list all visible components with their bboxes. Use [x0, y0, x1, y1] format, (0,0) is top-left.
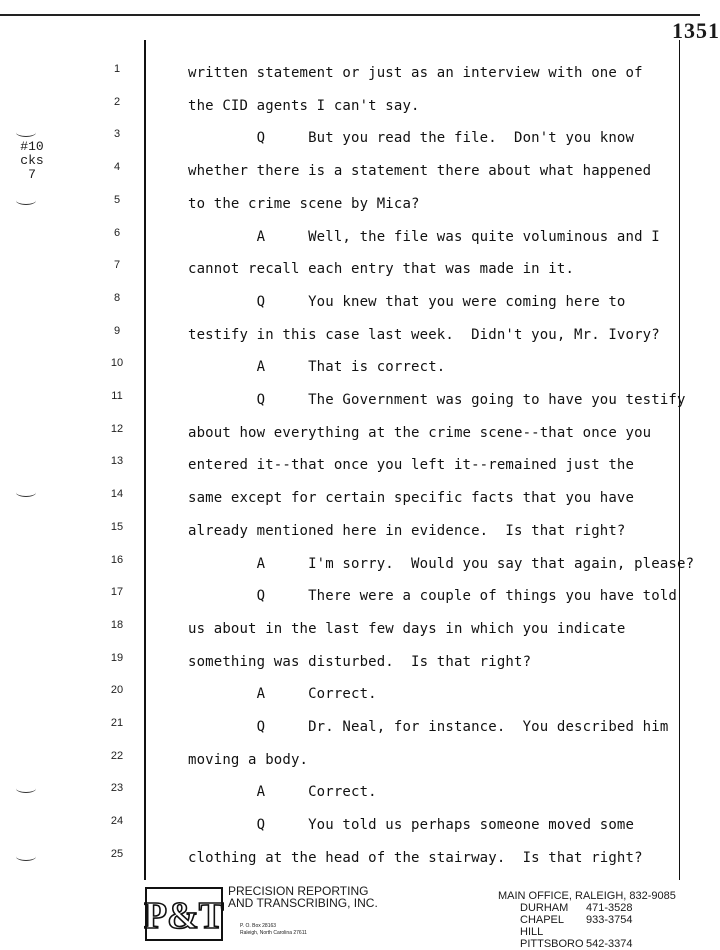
line-number: 5 [113, 193, 121, 206]
line-number: 4 [113, 161, 121, 174]
office-name: PITTSBORO [520, 938, 584, 950]
line-number: 3 [113, 128, 121, 141]
transcript-line: Q But you read the file. Don't you know [188, 130, 635, 147]
line-number: 13 [110, 455, 124, 468]
transcript-line: entered it--that once you left it--remained just the [188, 457, 635, 474]
transcript-line: A Correct. [188, 784, 377, 801]
line-number: 7 [113, 259, 121, 272]
line-number: 1 [113, 63, 121, 75]
top-rule [0, 14, 700, 16]
transcript-line: to the crime scene by Mica? [188, 195, 420, 212]
line-number: 11 [111, 390, 123, 402]
transcript-line: whether there is a statement there about what happened [188, 163, 652, 180]
line-number: 17 [110, 586, 124, 599]
line-number: 6 [113, 226, 121, 239]
firm-address [240, 923, 307, 937]
margin-note-line: 7 [28, 167, 36, 182]
line-number: 2 [113, 95, 121, 108]
line-number: 8 [113, 291, 121, 304]
office-list [498, 890, 676, 950]
margin-brace-mark [16, 784, 36, 793]
pt-logo [144, 884, 224, 942]
margin-note-line: #10 [20, 139, 44, 154]
line-number: 9 [113, 324, 121, 337]
office-row [520, 902, 676, 914]
line-number: 14 [110, 488, 124, 501]
firm-name-line: PRECISION REPORTING [228, 884, 369, 898]
transcript-line: A I'm sorry. Would you say that again, please? [188, 555, 695, 572]
line-number: 15 [110, 520, 124, 533]
transcript-line: Q The Government was going to have you testify [188, 392, 686, 408]
transcript-line: Q There were a couple of things you have told [188, 588, 677, 605]
office-row [520, 914, 676, 938]
office-row [520, 938, 676, 950]
firm-name-line: AND TRANSCRIBING, INC. [228, 896, 378, 910]
transcript-line: testify in this case last week. Didn't you, Mr. Ivory? [188, 326, 660, 343]
transcript-line: already mentioned here in evidence. Is that right? [188, 522, 626, 539]
transcript-line: Q Dr. Neal, for instance. You described him [188, 719, 669, 735]
transcript-line: written statement or just as an interview with one of [188, 65, 643, 81]
transcript-line: something was disturbed. Is that right? [188, 653, 532, 670]
transcript-line: same except for certain specific facts that you have [188, 490, 635, 507]
office-phone: 933-3754 [586, 914, 633, 926]
transcript-line: clothing at the head of the stairway. Is that right? [188, 849, 643, 866]
office-phone: 471-3528 [586, 902, 633, 914]
transcript-line: Q You knew that you were coming here to [188, 293, 626, 310]
transcript-line: cannot recall each entry that was made in it. [188, 261, 575, 278]
margin-brace-mark [16, 852, 36, 861]
line-number: 23 [110, 782, 124, 795]
transcript-line: A That is correct. [188, 359, 446, 376]
line-number: 25 [110, 847, 124, 860]
office-name: CHAPEL HILL [520, 914, 564, 938]
office-name: DURHAM [520, 902, 569, 914]
transcript-line: the CID agents I can't say. [188, 97, 420, 114]
firm-name [228, 885, 378, 909]
margin-note-line: cks [20, 153, 44, 168]
margin-brace-mark [16, 488, 36, 497]
line-number: 12 [110, 422, 124, 435]
transcript-line: moving a body. [188, 751, 309, 768]
page-number: 1351 [672, 18, 720, 43]
logo-lettering: P&T [144, 895, 224, 937]
line-number: 16 [110, 553, 124, 566]
transcript-line: A Well, the file was quite voluminous and I [188, 228, 660, 245]
transcript-line: A Correct. [188, 686, 377, 703]
line-number: 18 [110, 618, 124, 631]
line-number: 10 [110, 357, 124, 370]
line-number: 19 [110, 651, 124, 664]
margin-note [14, 140, 50, 182]
line-number: 21 [110, 717, 124, 729]
office-phone: 542-3374 [586, 938, 633, 950]
transcript-line: Q You told us perhaps someone moved some [188, 817, 635, 834]
margin-brace-mark [16, 128, 36, 137]
line-number: 22 [110, 749, 124, 762]
address-line: Raleigh, North Carolina 27611 [240, 930, 307, 936]
line-number: 20 [110, 684, 124, 697]
transcript-line: about how everything at the crime scene--that once you [188, 424, 652, 441]
address-line: P. O. Box 28163 [240, 923, 277, 929]
transcript-line: us about in the last few days in which you indicate [188, 620, 626, 637]
transcript-frame [144, 40, 695, 880]
main-office: MAIN OFFICE, RALEIGH, 832-9085 [498, 890, 676, 902]
line-number: 24 [110, 815, 124, 828]
margin-brace-mark [16, 196, 36, 205]
